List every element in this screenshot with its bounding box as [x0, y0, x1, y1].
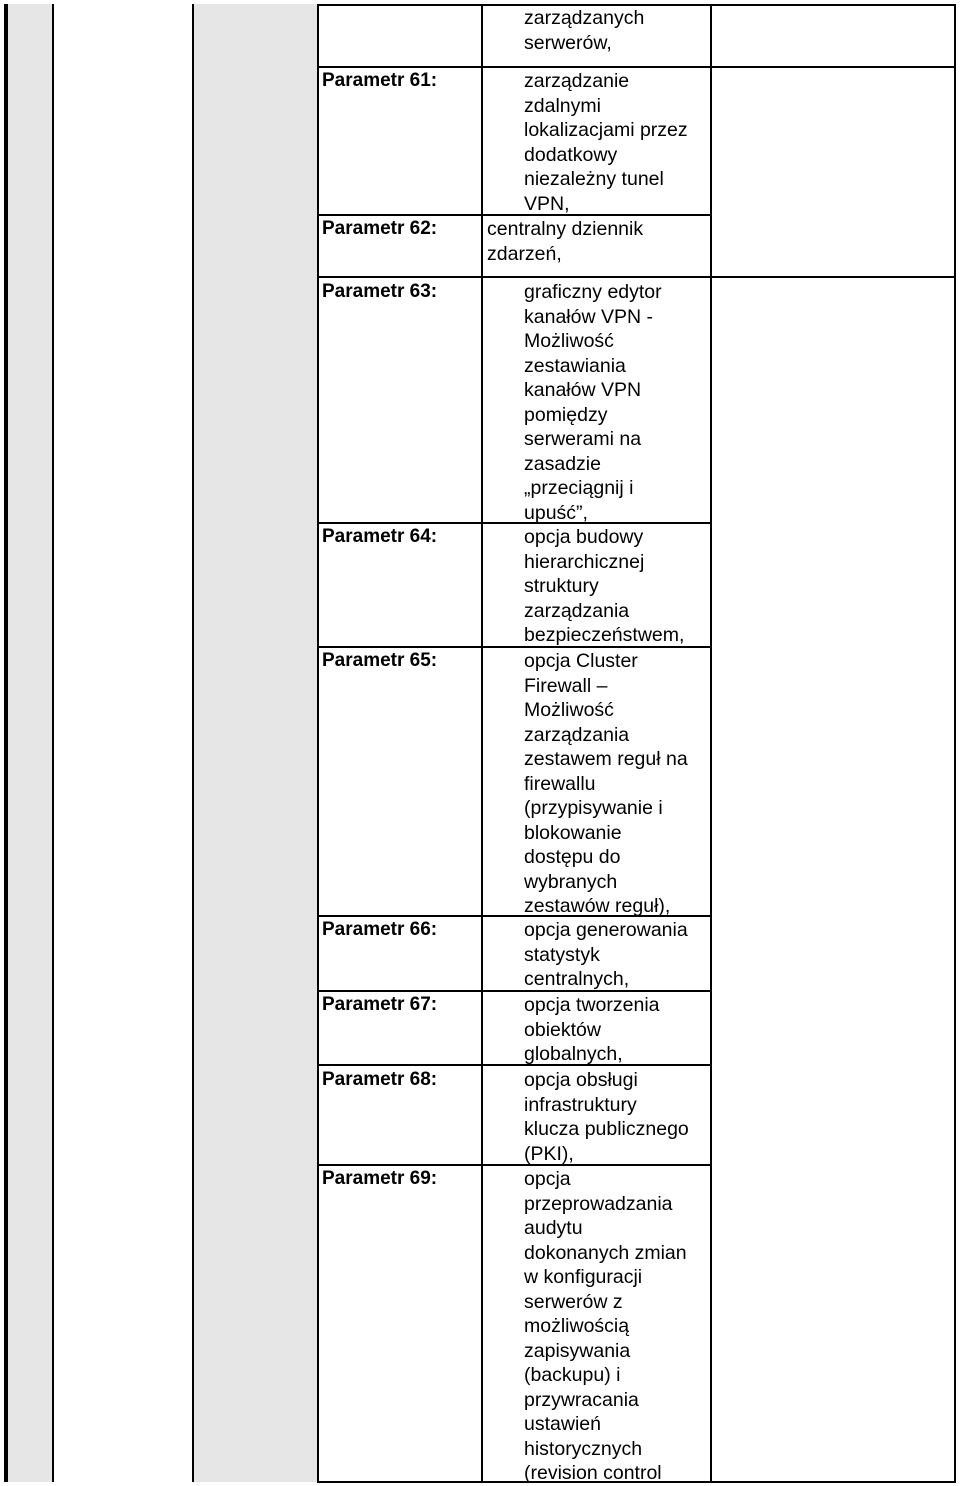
parameter-label: Parametr 69: — [322, 1168, 438, 1189]
parameter-label: Parametr 63: — [322, 281, 438, 302]
parameter-label: Parametr 68: — [322, 1069, 438, 1090]
requirement-text: opcja generowania statystyk centralnych, — [524, 919, 688, 990]
column-divider-2 — [192, 4, 194, 1482]
parameter-label: Parametr 65: — [322, 650, 438, 671]
parameter-label: Parametr 61: — [322, 70, 438, 91]
row-divider — [317, 66, 956, 68]
requirement-text: centralny dziennik zdarzeń, — [487, 218, 644, 265]
parameter-label: Parametr 66: — [322, 919, 438, 940]
row-divider — [317, 276, 956, 278]
shaded-column-2 — [194, 4, 317, 1482]
shaded-column-1 — [8, 4, 52, 1482]
requirement-text: opcja tworzenia obiektów globalnych, — [524, 994, 660, 1065]
column-divider-3 — [317, 4, 319, 1482]
parameter-label: Parametr 64: — [322, 526, 438, 547]
requirement-text: opcja obsługi infrastruktury klucza publicznego (PKI), — [524, 1069, 689, 1165]
column-divider-5 — [710, 4, 712, 1482]
requirement-text: zarządzanie zdalnymi lokalizacjami przez dodatkowy niezależny tunel VPN, — [524, 70, 688, 215]
column-divider-4 — [481, 4, 483, 1482]
table-border-right — [954, 4, 956, 1482]
requirement-text: opcja przeprowadzania audytu dokonanych zmian w konfiguracji serwerów z możliwością zapisywania (backupu) i przywracania ustawień historycznych (revision control — [524, 1168, 687, 1484]
table-border-left — [4, 4, 8, 1482]
parameter-label: Parametr 62: — [322, 218, 438, 239]
requirement-text: zarządzanych serwerów, — [524, 7, 645, 54]
requirement-text: opcja budowy hierarchicznej struktury zarządzania bezpieczeństwem, — [524, 526, 685, 646]
column-divider-1 — [52, 4, 54, 1482]
parameter-label: Parametr 67: — [322, 994, 438, 1015]
requirement-text: graficzny edytor kanałów VPN - Możliwość zestawiania kanałów VPN pomiędzy serwerami na zasadzie „przeciągnij i upuść”, — [524, 281, 662, 524]
requirement-text: opcja Cluster Firewall – Możliwość zarządzania zestawem reguł na firewallu (przypisywanie i blokowanie dostępu do wybranych zestawów reguł), — [524, 650, 688, 917]
